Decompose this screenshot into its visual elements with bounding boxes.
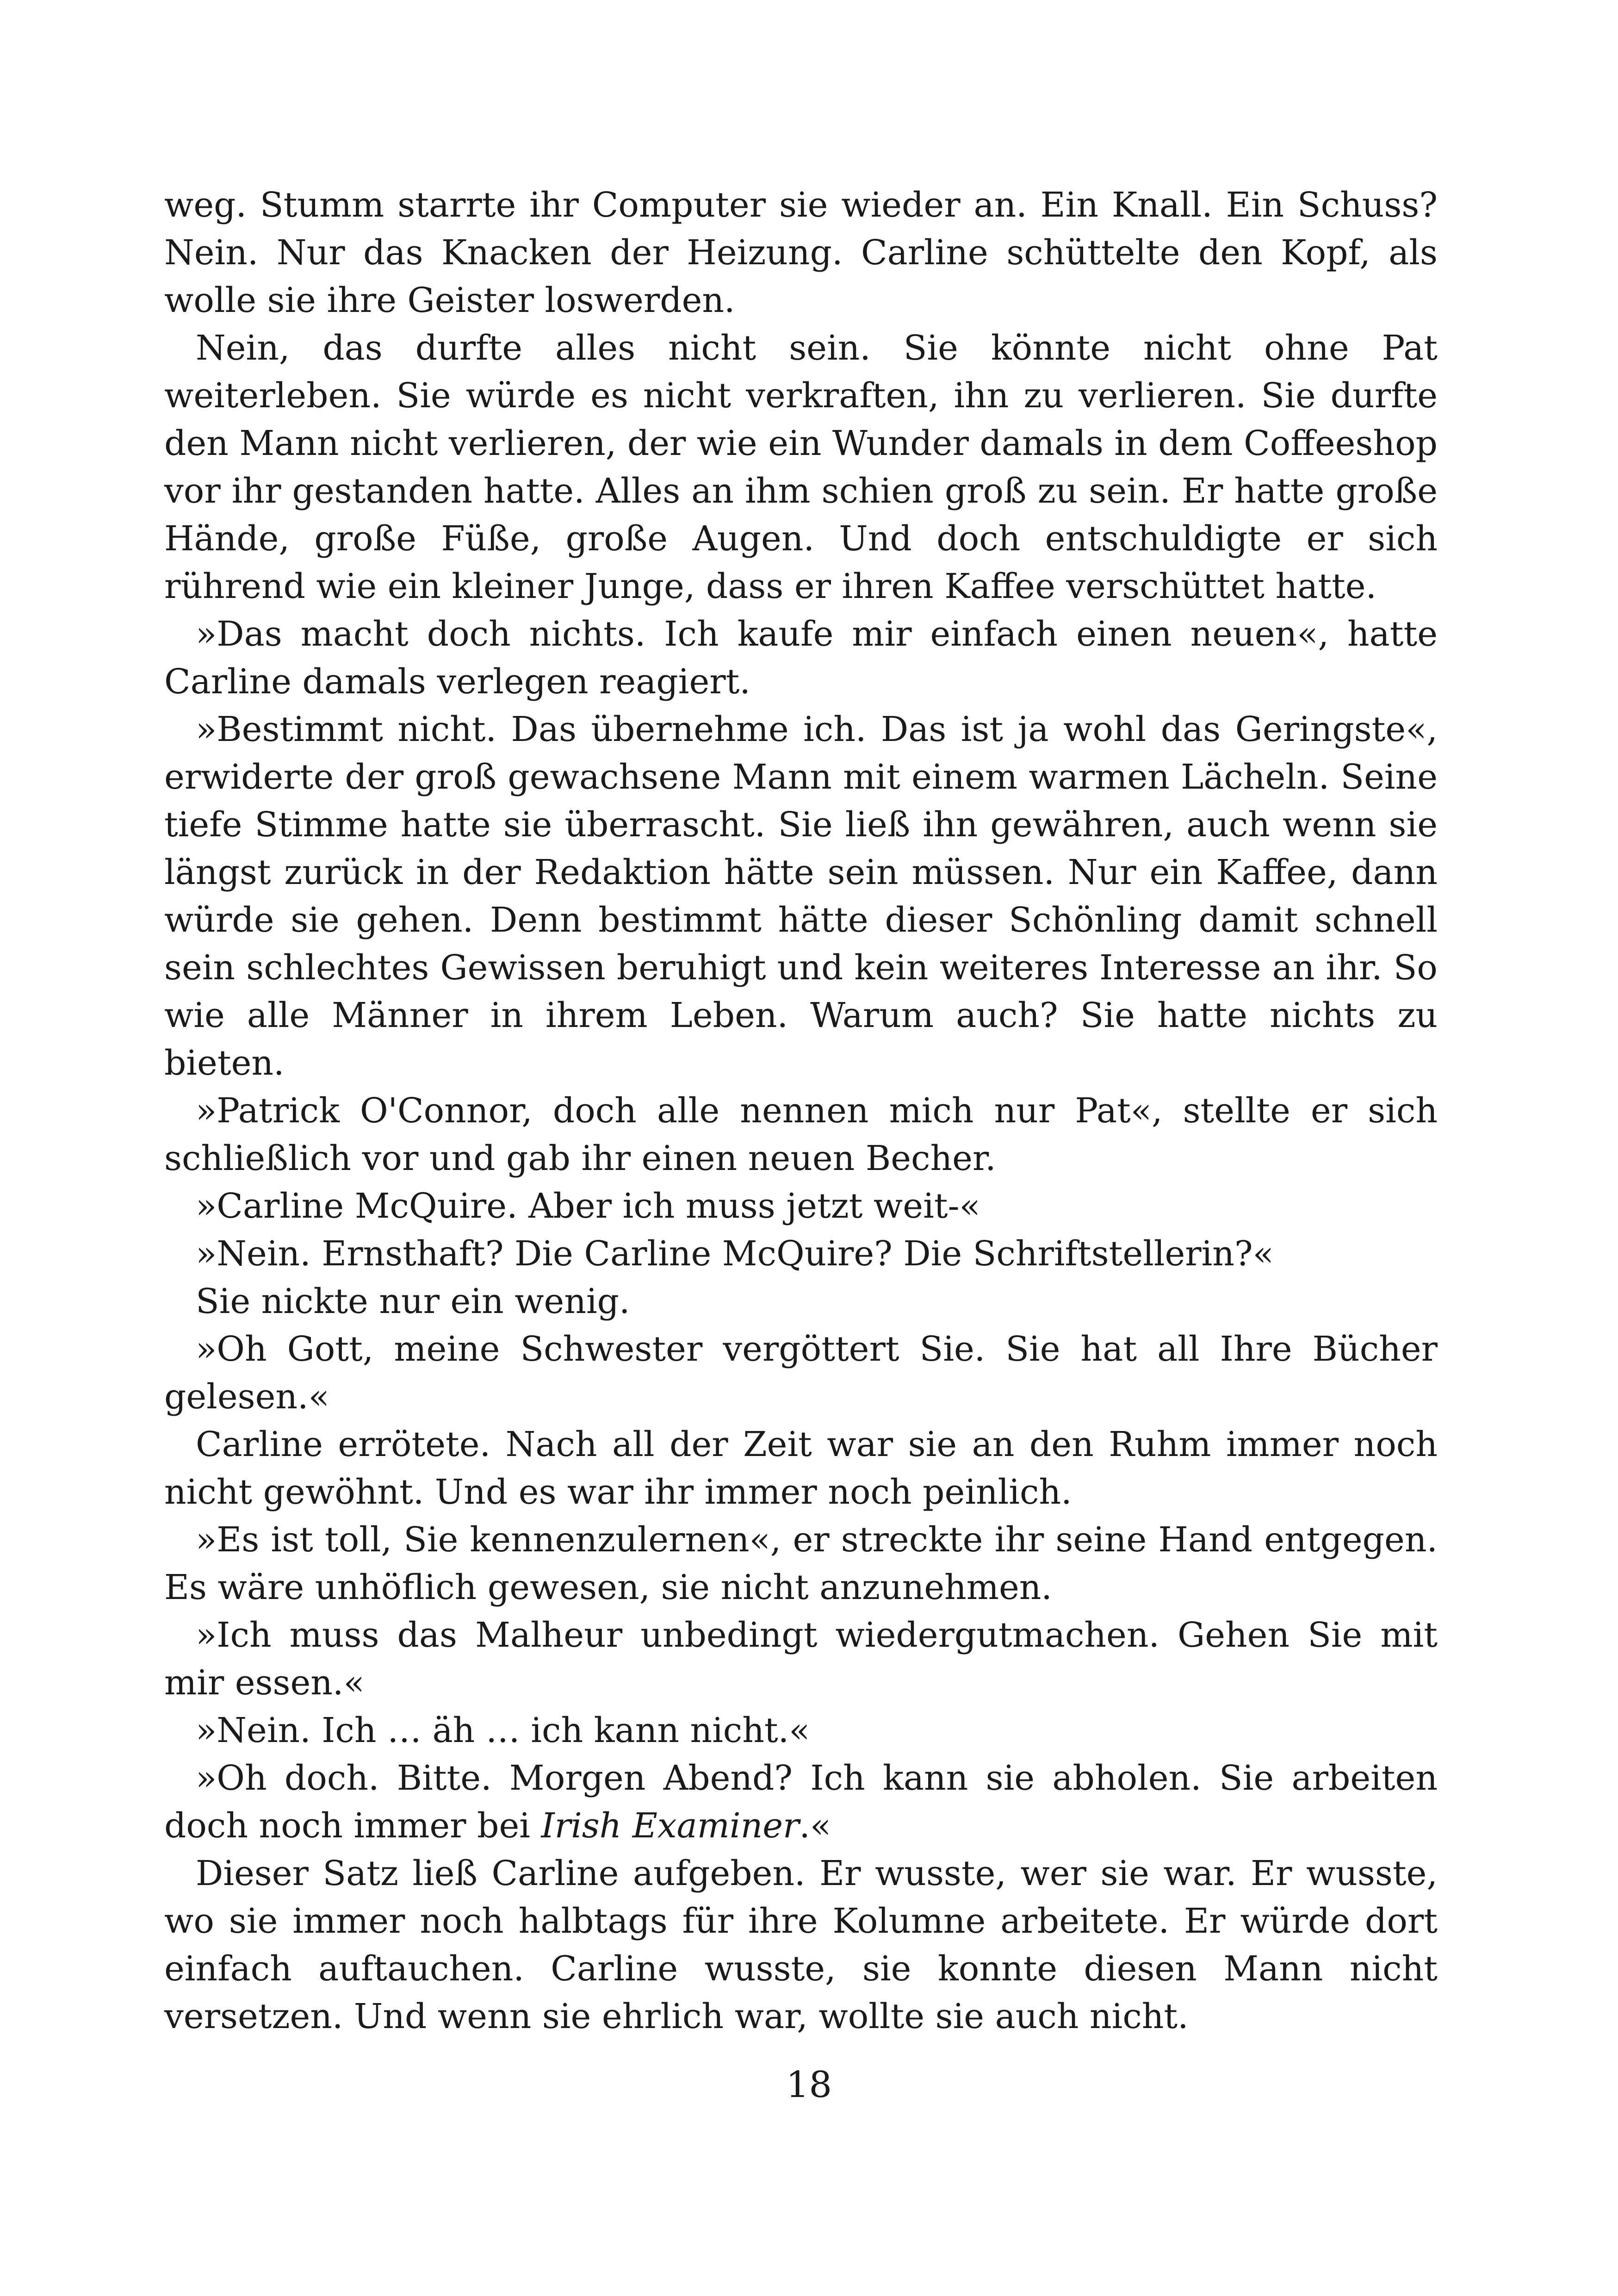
paragraph: »Oh Gott, meine Schwester vergöttert Sie. Sie hat all Ihre Bücher gelesen.« bbox=[164, 1329, 1438, 1417]
paragraph: »Nein. Ernsthaft? Die Carline McQuire? Die Schriftstellerin?« bbox=[196, 1234, 1274, 1274]
newspaper-title: Irish Examiner bbox=[541, 1806, 800, 1846]
paragraph bbox=[164, 1755, 1438, 1850]
paragraph: »Es ist toll, Sie kennenzulernen«, er streckte ihr seine Hand entgegen. Es wäre unhöflich gewesen, sie nicht anzunehmen. bbox=[164, 1520, 1438, 1607]
paragraph: Carline errötete. Nach all der Zeit war sie an den Ruhm immer noch nicht gewöhnt. Und es war ihr immer noch peinlich. bbox=[164, 1425, 1438, 1512]
paragraph: »Carline McQuire. Aber ich muss jetzt weit-« bbox=[196, 1186, 980, 1226]
paragraph-text-after: .« bbox=[799, 1806, 831, 1846]
page-text-body bbox=[164, 181, 1438, 2041]
paragraph: »Bestimmt nicht. Das übernehme ich. Das ist ja wohl das Geringste«, erwiderte der groß gewachsene Mann mit einem warmen Lächeln. Seine tiefe Stimme hatte sie überrascht. Sie ließ ihn gewähren, auch wenn sie längst zurück in der Redaktion hätte sein müssen. Nur ein Kaffee, dann würde sie gehen. Denn bestimmt hätte dieser Schönling damit schnell sein schlechtes Gewissen beruhigt und kein weiteres Interesse an ihr. So wie alle Männer in ihrem Leben. Warum auch? Sie hatte nichts zu bieten. bbox=[164, 709, 1438, 1083]
paragraph: »Patrick O'Connor, doch alle nennen mich nur Pat«, stellte er sich schließlich vor und gab ihr einen neuen Becher. bbox=[164, 1091, 1438, 1178]
paragraph: Sie nickte nur ein wenig. bbox=[196, 1282, 630, 1321]
paragraph-text-before: »Oh doch. Bitte. Morgen Abend? Ich kann sie abholen. Sie arbeiten doch noch immer bei bbox=[164, 1758, 1438, 1846]
paragraph: »Das macht doch nichts. Ich kaufe mir einfach einen neuen«, hatte Carline damals verlegen reagiert. bbox=[164, 614, 1438, 702]
paragraph: Nein, das durfte alles nicht sein. Sie könnte nicht ohne Pat weiterleben. Sie würde es nicht verkraften, ihn zu verlieren. Sie durfte den Mann nicht verlieren, der wie ein Wunder damals in dem Coffeeshop vor ihr gestanden hatte. Alles an ihm schien groß zu sein. Er hatte große Hände, große Füße, große Augen. Und doch entschuldigte er sich rührend wie ein kleiner Junge, dass er ihren Kaffee verschüttet hatte. bbox=[164, 328, 1438, 606]
page-number: 18 bbox=[786, 2064, 832, 2106]
paragraph: Dieser Satz ließ Carline aufgeben. Er wusste, wer sie war. Er wusste, wo sie immer noch halbtags für ihre Kolumne arbeitete. Er würde dort einfach auftauchen. Carline wusste, sie konnte diesen Mann nicht versetzen. Und wenn sie ehrlich war, wollte sie auch nicht. bbox=[164, 1854, 1438, 2036]
paragraph: »Ich muss das Malheur unbedingt wiedergutmachen. Gehen Sie mit mir essen.« bbox=[164, 1615, 1438, 1703]
paragraph: weg. Stumm starrte ihr Computer sie wieder an. Ein Knall. Ein Schuss? Nein. Nur das Knacken der Heizung. Carline schüttelte den Kopf, als wolle sie ihre Geister loswerden. bbox=[164, 185, 1438, 320]
paragraph: »Nein. Ich … äh … ich kann nicht.« bbox=[196, 1711, 810, 1750]
